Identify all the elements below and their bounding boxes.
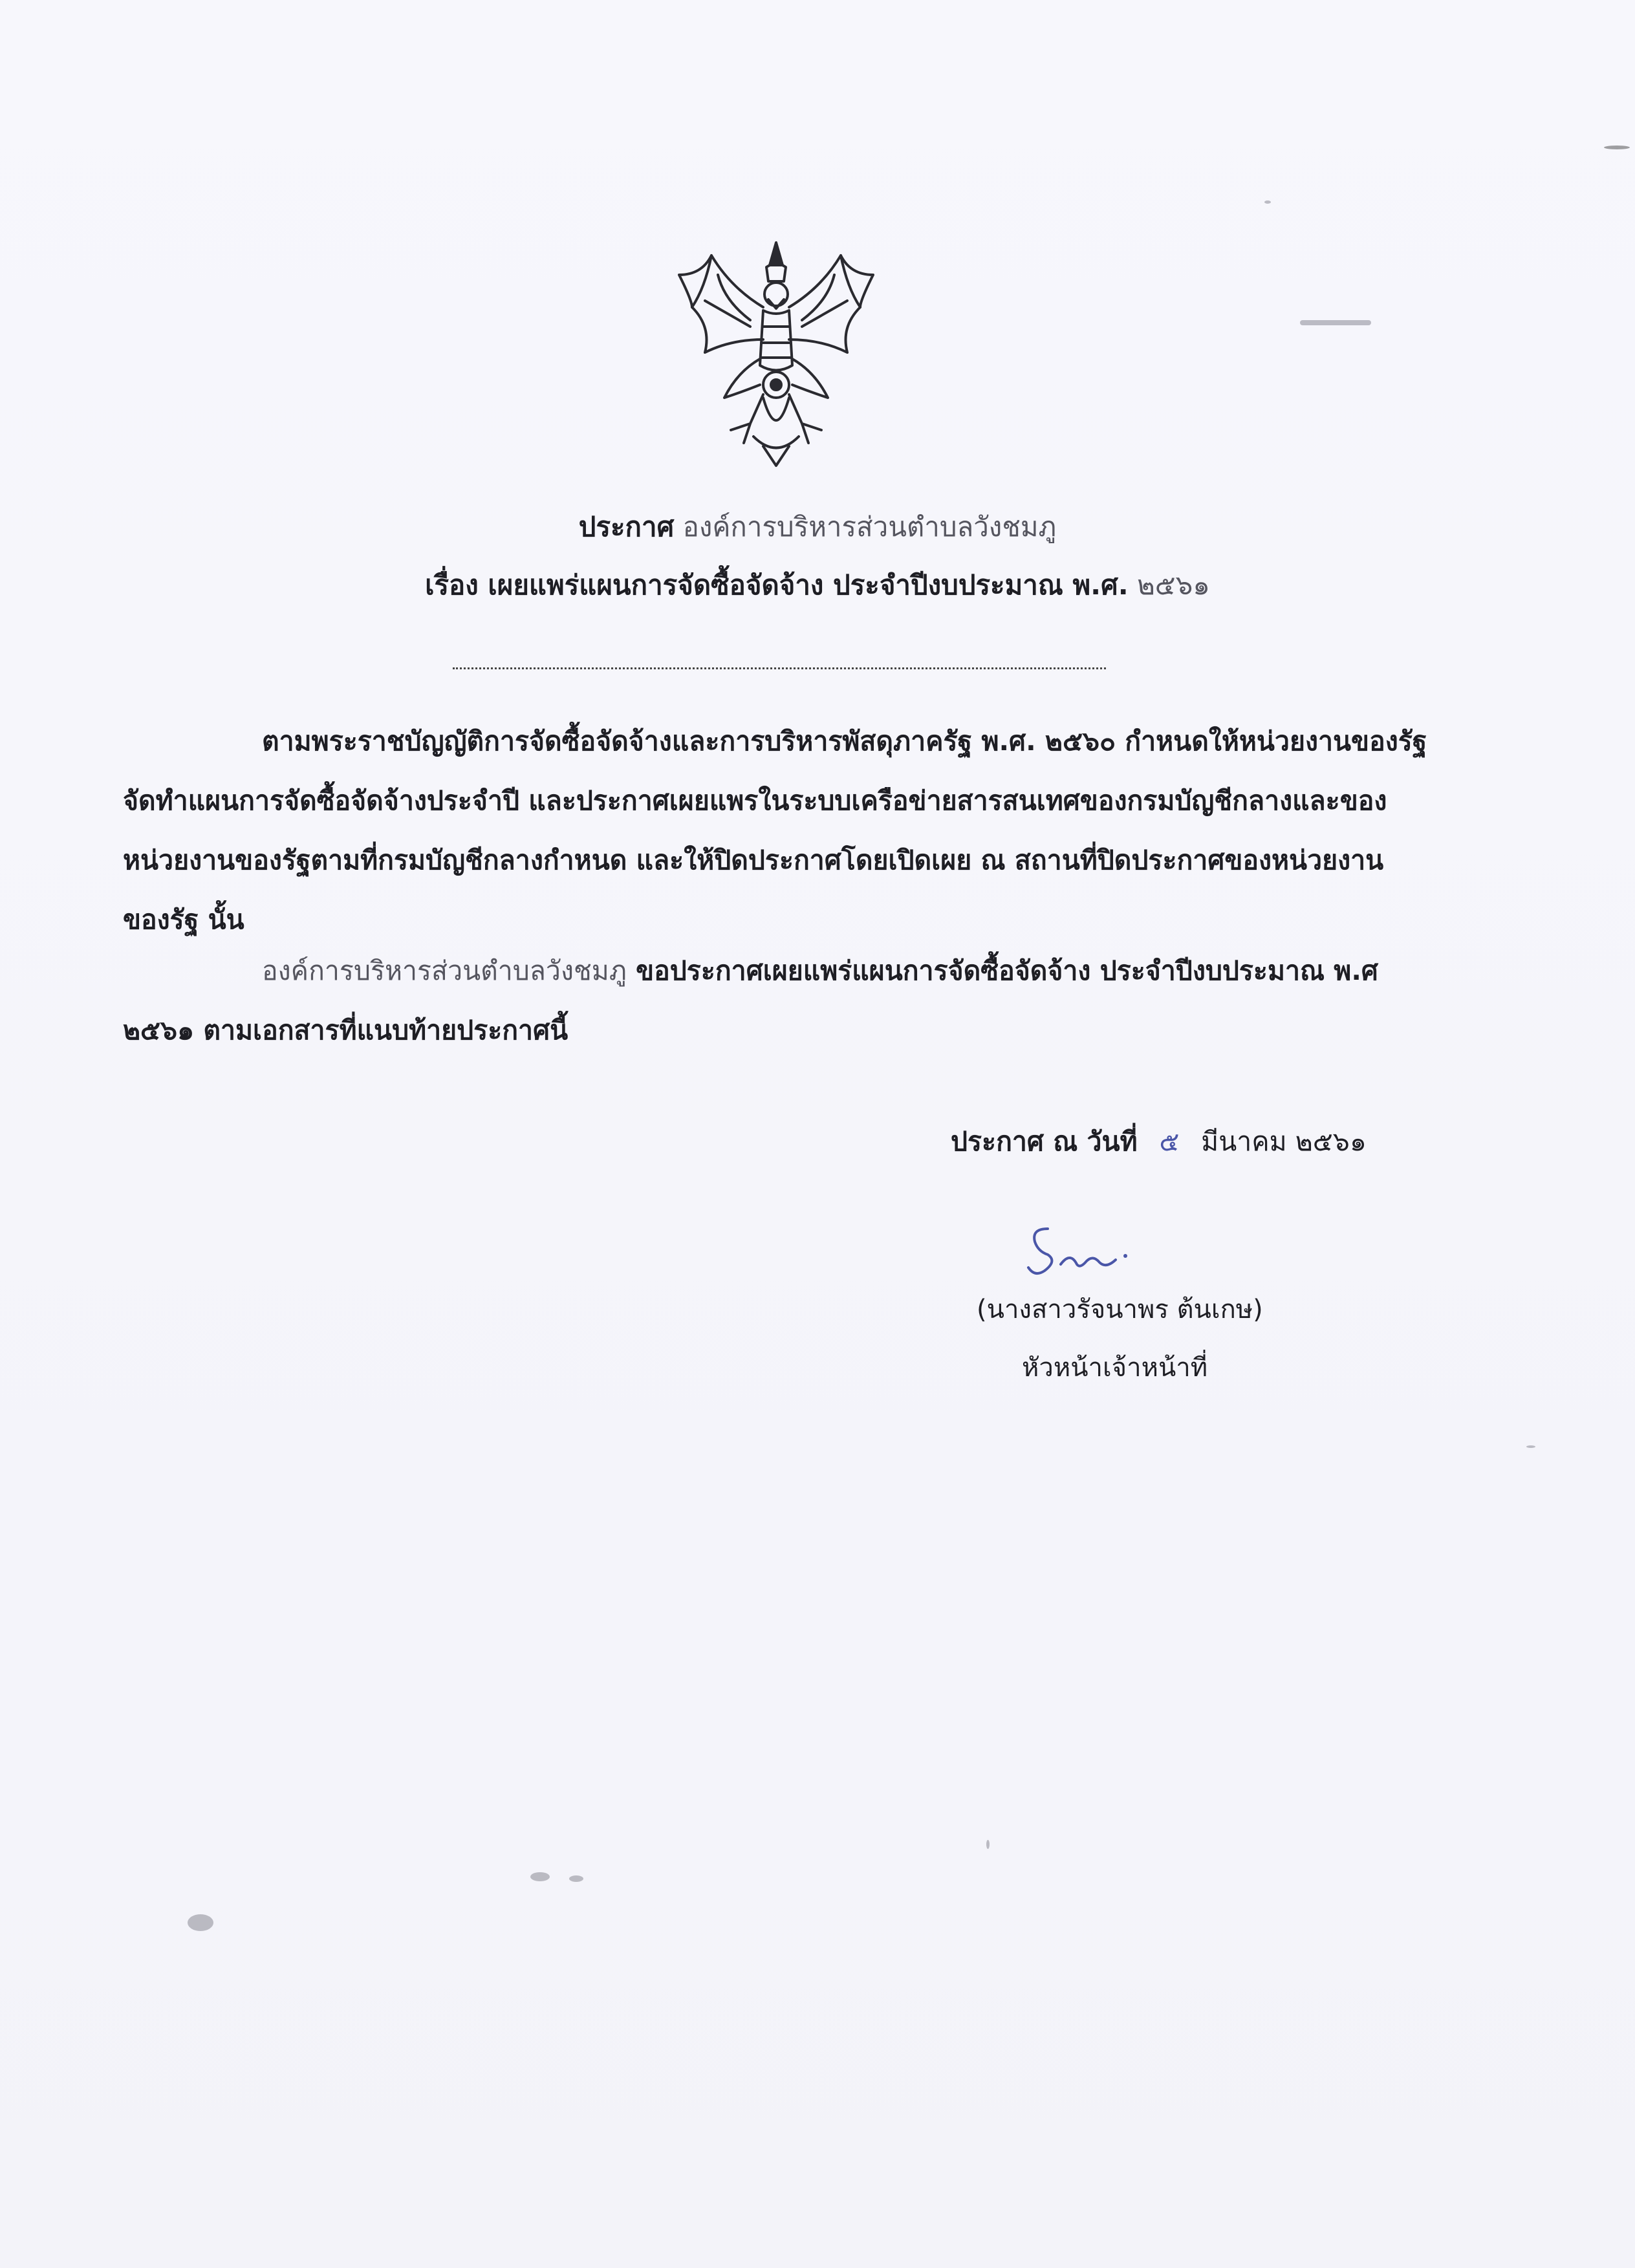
title-prefix: ประกาศ: [578, 511, 675, 543]
scan-speck: [1526, 1445, 1535, 1448]
scan-speck: [1604, 146, 1630, 149]
announcement-subject: [0, 566, 1635, 605]
signatory-position: หัวหน้าเจ้าหน้าที่: [1022, 1353, 1208, 1383]
handwritten-signature: [1022, 1222, 1138, 1280]
scan-speck: [1264, 200, 1271, 204]
title-organization: องค์การบริหารส่วนตำบลวังชมภู: [682, 511, 1057, 543]
subject-text: เรื่อง เผยแพร่แผนการจัดซื้อจัดจ้าง ประจำปีงบประมาณ พ.ศ.: [425, 569, 1129, 601]
announcement-date: [951, 1122, 1367, 1161]
scan-speck: [569, 1875, 583, 1882]
date-day: ๕: [1159, 1126, 1180, 1157]
signatory-name: (นางสาวรัจนาพร ต้นเกษ): [977, 1295, 1263, 1324]
scan-speck: [530, 1872, 550, 1881]
announcement-title: [0, 508, 1635, 546]
paragraph-2-organization: องค์การบริหารส่วนตำบลวังชมภู: [262, 955, 627, 986]
scan-speck: [986, 1840, 990, 1849]
dotted-divider: [453, 667, 1106, 669]
subject-year: ๒๕๖๑: [1137, 569, 1210, 601]
date-month-year: มีนาคม ๒๕๖๑: [1201, 1126, 1367, 1157]
scan-speck: [188, 1914, 213, 1931]
body-paragraph-1: ตามพระราชบัญญัติการจัดซื้อจัดจ้างและการบริหารพัสดุภาครัฐ พ.ศ. ๒๕๖๐ กำหนดให้หน่วยงานของรัฐจัดทำแผนการจัดซื้อจัดจ้างประจำปี และประกาศเผยแพรในระบบเครือข่ายสารสนเทศของกรมบัญชีกลางและของหน่วยงานของรัฐตามที่กรมบัญชีกลางกำหนด และให้ปิดประกาศโดยเปิดเผย ณ สถานที่ปิดประกาศของหน่วยงานของรัฐ นั้น: [123, 726, 1427, 935]
garuda-emblem-icon: [666, 230, 886, 469]
scan-speck: [1300, 320, 1371, 325]
paragraph-2-text: ขอประกาศเผยแพร่แผนการจัดซื้อจัดจ้าง ประจำปีงบประมาณ พ.ศ ๒๕๖๑ ตามเอกสารที่แนบท้ายประกาศนี้: [123, 955, 1378, 1046]
body-paragraph-2: [123, 941, 1429, 1060]
date-prefix: ประกาศ ณ วันที่: [951, 1126, 1138, 1157]
